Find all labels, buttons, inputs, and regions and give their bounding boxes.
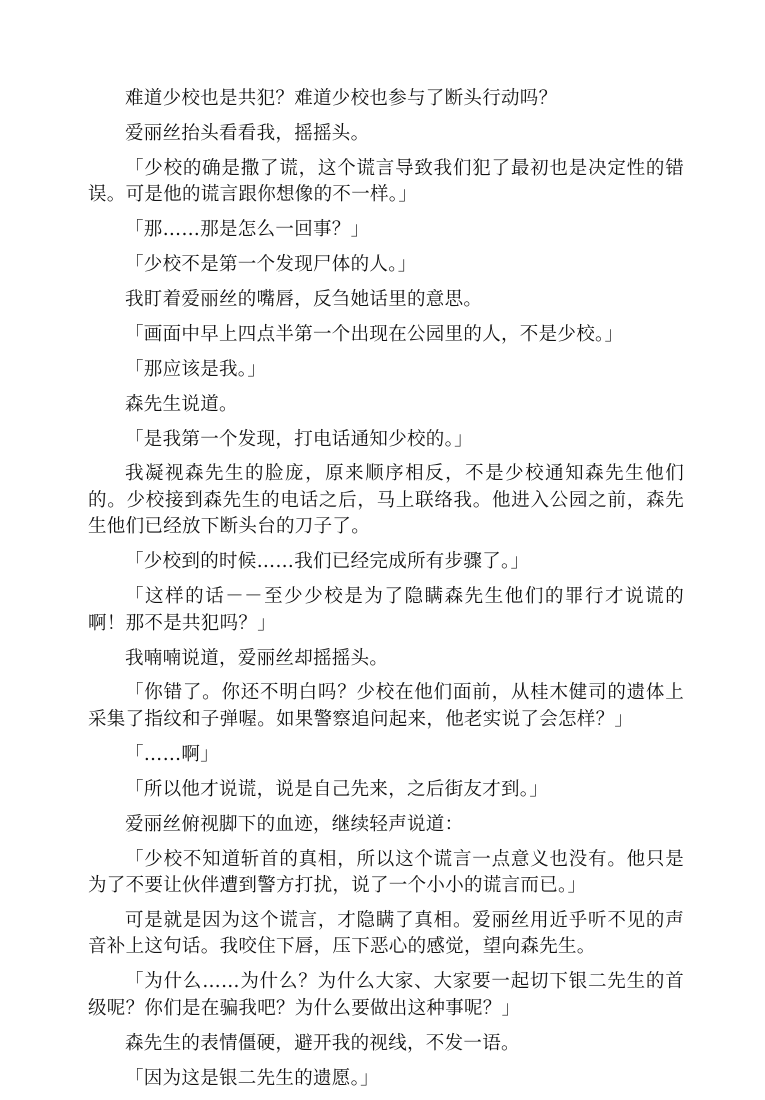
paragraph: 爱丽丝俯视脚下的血迹，继续轻声说道： <box>125 813 464 835</box>
paragraph: 「是我第一个发现，打电话通知少校的。」 <box>125 428 473 450</box>
paragraph: 爱丽丝抬头看看我，摇摇头。 <box>125 122 370 144</box>
paragraph: 可是就是因为这个谎言，才隐瞒了真相。爱丽丝用近乎听不见的声音补上这句话。我咬住下唇，压下恶心的感觉，望向森先生。 <box>88 909 684 958</box>
paragraph: 「画面中早上四点半第一个出现在公园里的人，不是少校。」 <box>125 323 624 345</box>
paragraph: 我盯着爱丽丝的嘴唇，反刍她话里的意思。 <box>125 288 483 310</box>
paragraph: 森先生的表情僵硬，避开我的视线，不发一语。 <box>125 1032 520 1054</box>
paragraph: 我喃喃说道，爱丽丝却摇摇头。 <box>125 647 389 669</box>
paragraph: 森先生说道。 <box>125 393 238 415</box>
paragraph: 「那……那是怎么一回事？」 <box>125 219 370 241</box>
paragraph: 「所以他才说谎，说是自己先来，之后街友才到。」 <box>125 778 549 800</box>
paragraph: 「少校的确是撒了谎，这个谎言导致我们犯了最初也是决定性的错误。可是他的谎言跟你想像的不一样。」 <box>88 157 684 206</box>
paragraph: 「这样的话－－至少少校是为了隐瞒森先生他们的罪行才说谎的啊！那不是共犯吗？」 <box>88 586 684 634</box>
paragraph: 「为什么……为什么？为什么大家、大家要一起切下银二先生的首级呢？你们是在骗我吧？为什么要做出这种事呢？」 <box>88 971 684 1019</box>
paragraph: 「……啊」 <box>125 743 220 765</box>
text-body <box>88 86 684 1100</box>
paragraph: 「因为这是银二先生的遗愿。」 <box>125 1067 379 1089</box>
paragraph: 「少校不是第一个发现尸体的人。」 <box>125 254 417 276</box>
paragraph: 「少校不知道斩首的真相，所以这个谎言一点意义也没有。他只是为了不要让伙伴遭到警方打扰，说了一个小小的谎言而已。」 <box>88 848 684 897</box>
paragraph: 「那应该是我。」 <box>125 358 267 380</box>
paragraph: 「你错了。你还不明白吗？少校在他们面前，从桂木健司的遗体上采集了指纹和子弹喔。如果警察追问起来，他老实说了会怎样？」 <box>88 682 684 730</box>
paragraph: 我凝视森先生的脸庞，原来顺序相反，不是少校通知森先生他们的。少校接到森先生的电话之后，马上联络我。他进入公园之前，森先生他们已经放下断头台的刀子了。 <box>88 463 684 538</box>
paragraph: 「少校到的时候……我们已经完成所有步骤了。」 <box>125 551 530 573</box>
paragraph: 难道少校也是共犯？难道少校也参与了断头行动吗？ <box>125 88 558 109</box>
